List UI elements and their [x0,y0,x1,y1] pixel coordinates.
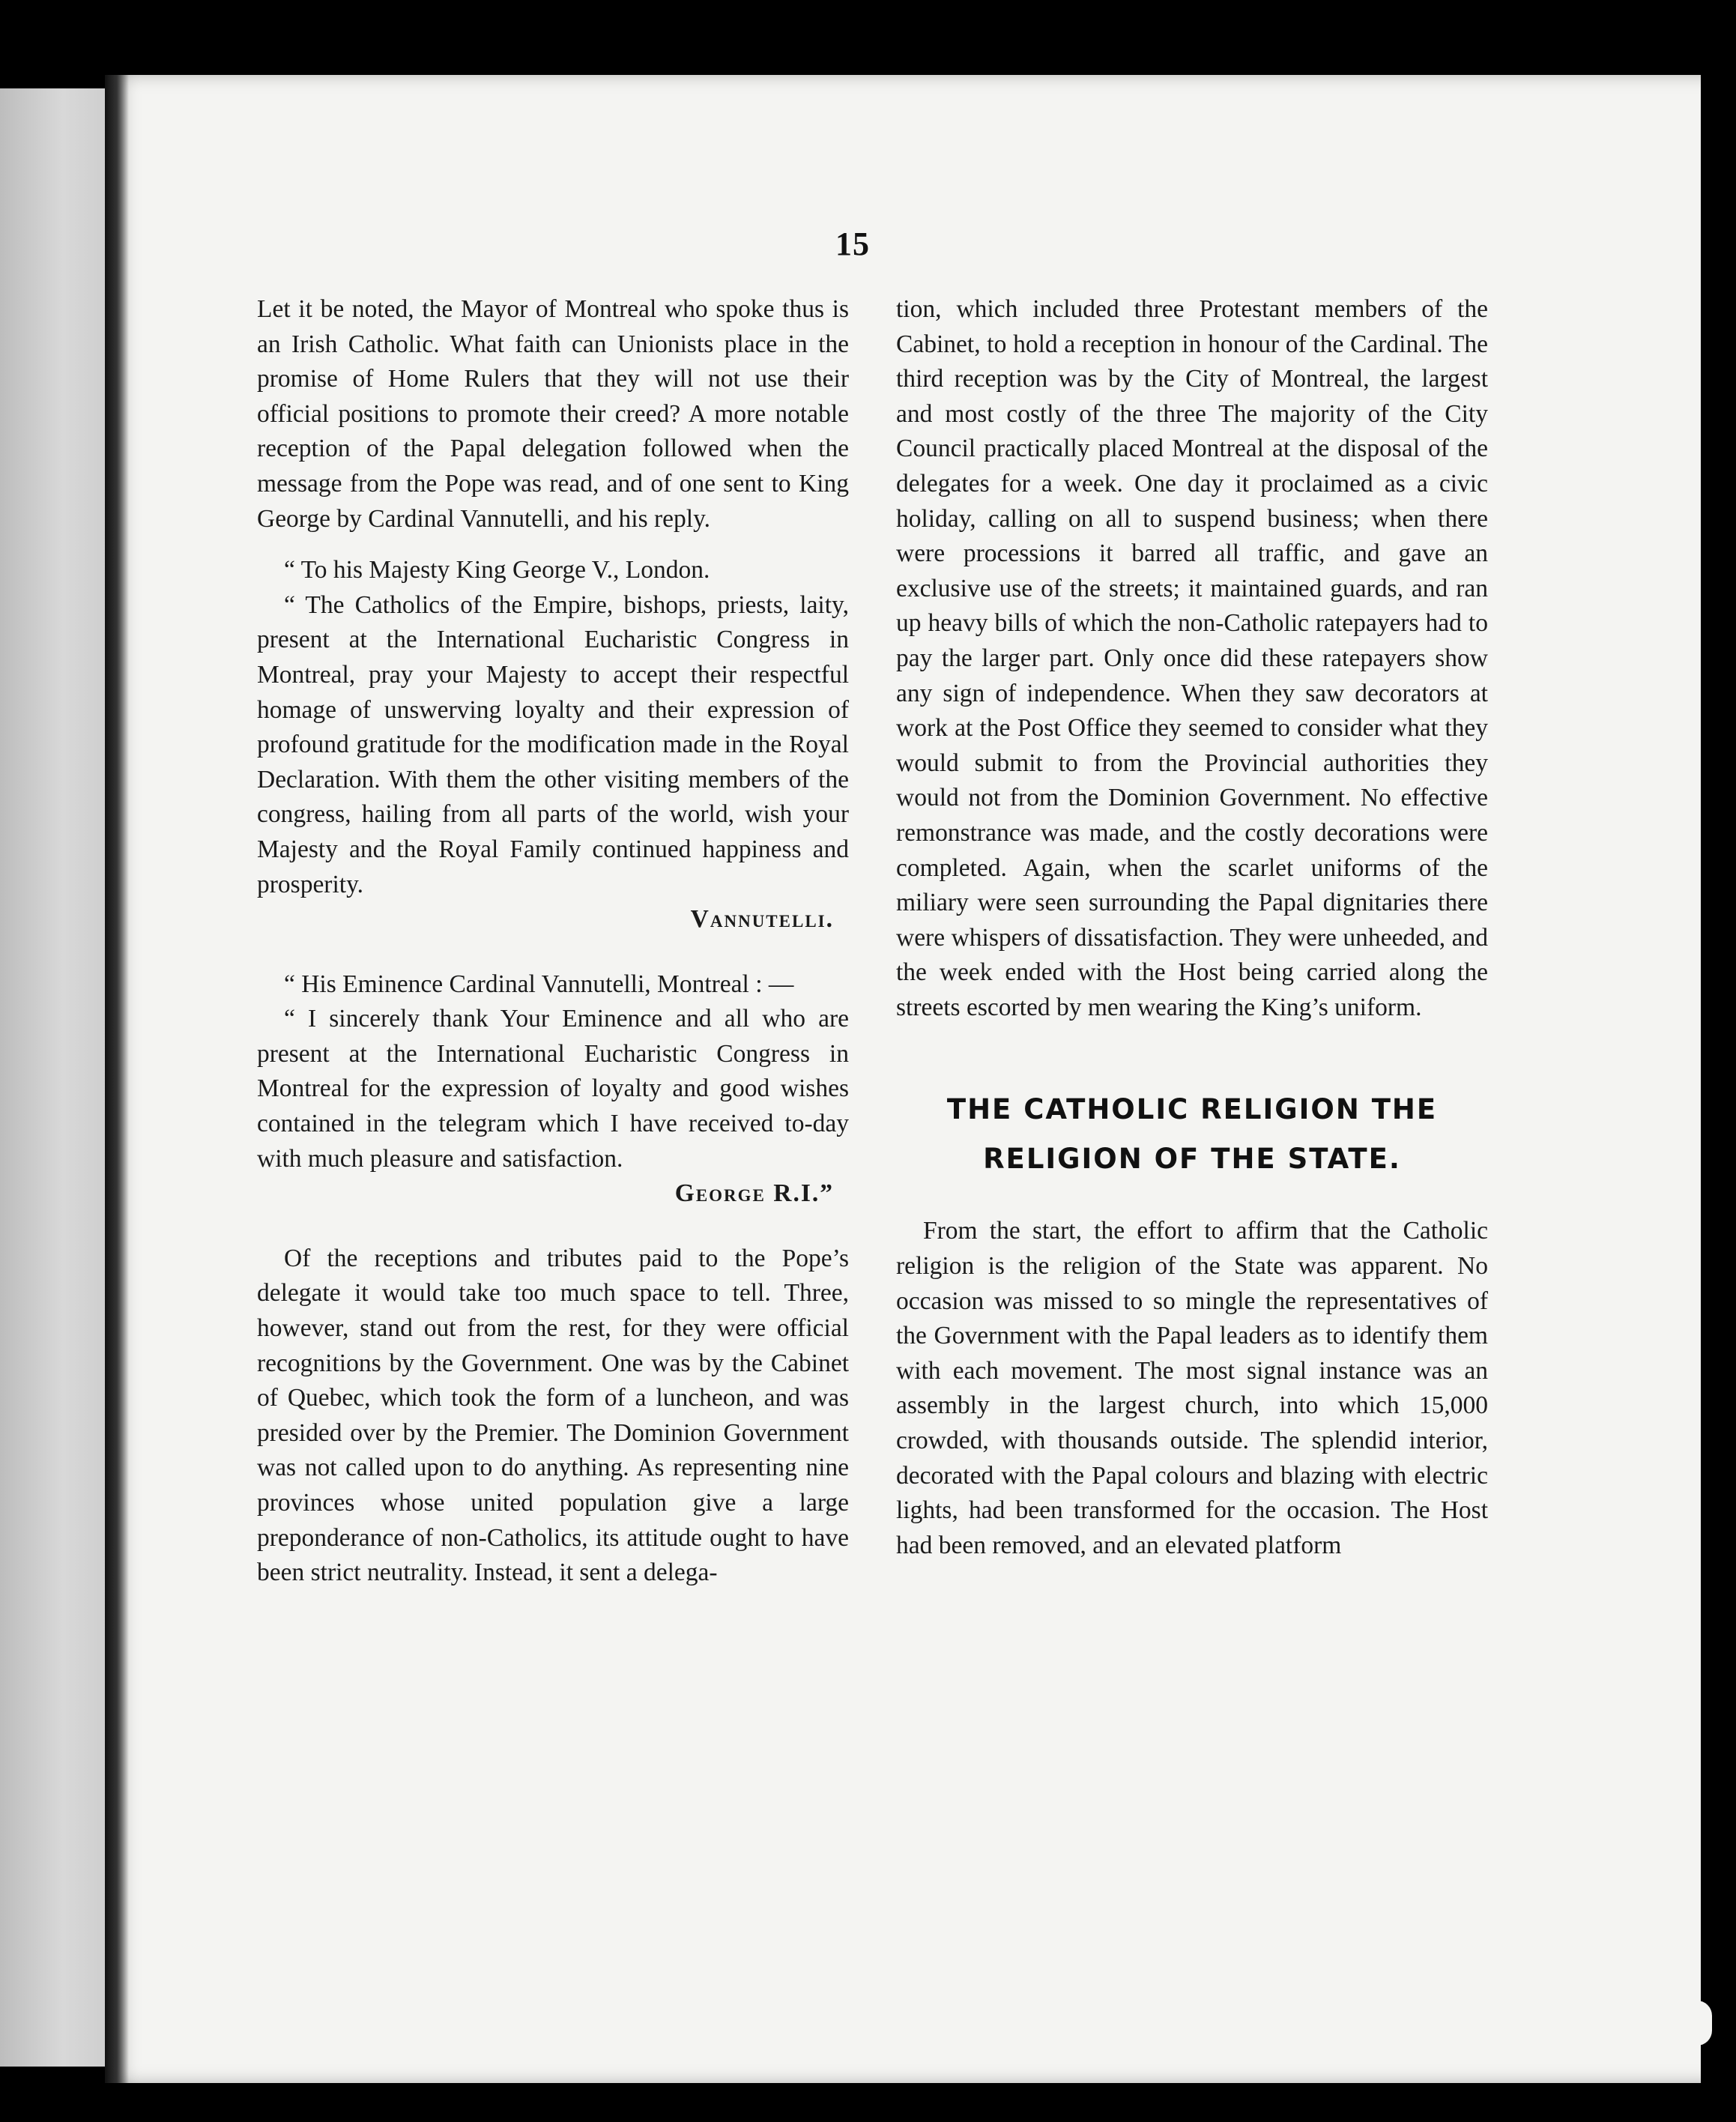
telegram-address: “ To his Majesty King George V., London. [284,556,710,584]
page-corner [1682,2001,1712,2046]
reply-body: “ I sincerely thank Your Eminence and all who are present at the International Eucharistic Congress in Montreal for the expression of loyalty and good wishes contained in the telegram which I have received to-day with much pleasure and satisfaction. [257,1005,849,1173]
paragraph: Of the receptions and tributes paid to the Pope’s delegate it would take too much space to tell. Three, however, stand out from the rest, for they were official recognitions by the Government. One was by the Cabinet of Quebec, which took the form of a luncheon, and was presided over by the Premier. The Dominion Government was not called upon to do anything. As representing nine provinces whose united population give a large preponderance of non-Catholics, its attitude ought to have been strict neutrality. Instead, it sent a delega- [257,1244,849,1587]
page-gutter-shadow [105,75,129,2083]
page-number: 15 [835,226,870,262]
right-column [896,292,1488,1563]
paragraph: tion, which included three Protestant members of the Cabinet, to hold a reception in honour of the Cardinal. The third reception was by the City of Montreal, the largest and most costly of the three The majority of the City Council practically placed Montreal at the disposal of the delegates for a week. One day it proclaimed as a civic holiday, calling on all to suspend business; when there were processions it barred all traffic, and gave an exclusive use of the streets; it maintained guards, and ran up heavy bills of which the non-Catholic ratepayers had to pay the larger part. Only once did these ratepayers show any sign of independence. When they saw decorators at work at the Post Office they seemed to consider what they would submit to from the Provincial authorities they would not from the Dominion Government. No effective remonstrance was made, and the costly decorations were completed. Again, when the scarlet uniforms of the miliary were seen surrounding the Papal dignitaries there were whispers of dissatisfaction. They were unheeded, and the week ended with the Host being carried along the streets escorted by men wearing the King’s uniform. [896,295,1488,1021]
paragraph: Let it be noted, the Mayor of Montreal who spoke thus is an Irish Catholic. What faith can Unionists place in the promise of Home Rulers that they will not use their official positions to promote their creed? A more notable reception of the Papal delegation followed when the message from the Pope was read, and of one sent to King George by Cardinal Vannutelli, and his reply. [257,295,849,533]
previous-page-edge [0,88,105,2067]
left-column [257,292,849,1591]
paragraph: From the start, the effort to affirm that the Catholic religion is the religion of the State was apparent. No occasion was missed to so mingle the representatives of the Government with the Papal leaders as to identify them with each movement. The most signal instance was an assembly in the largest church, into which 15,000 crowded, with thousands outside. The splendid interior, decorated with the Papal colours and blazing with electric lights, had been transformed for the occasion. The Host had been removed, and an elevated platform [896,1217,1488,1559]
signature-george: George R.I.” [674,1179,834,1208]
section-heading [896,1085,1488,1184]
heading-line: RELIGION OF THE STATE. [983,1143,1401,1176]
reply-address: “ His Eminence Cardinal Vannutelli, Montreal : — [284,970,794,998]
heading-line: THE CATHOLIC RELIGION THE [946,1093,1438,1126]
telegram-body: “ The Catholics of the Empire, bishops, priests, laity, present at the International Eucharistic Congress in Montreal, pray your Majesty to accept their respectful homage of unswerving loyalty and their expression of profound gratitude for the modification made in the Royal Declaration. With them the other visiting members of the congress, hailing from all parts of the world, wish your Majesty and the Royal Family continued happiness and prosperity. [257,590,849,898]
signature-vannutelli: Vannutelli. [690,905,834,934]
